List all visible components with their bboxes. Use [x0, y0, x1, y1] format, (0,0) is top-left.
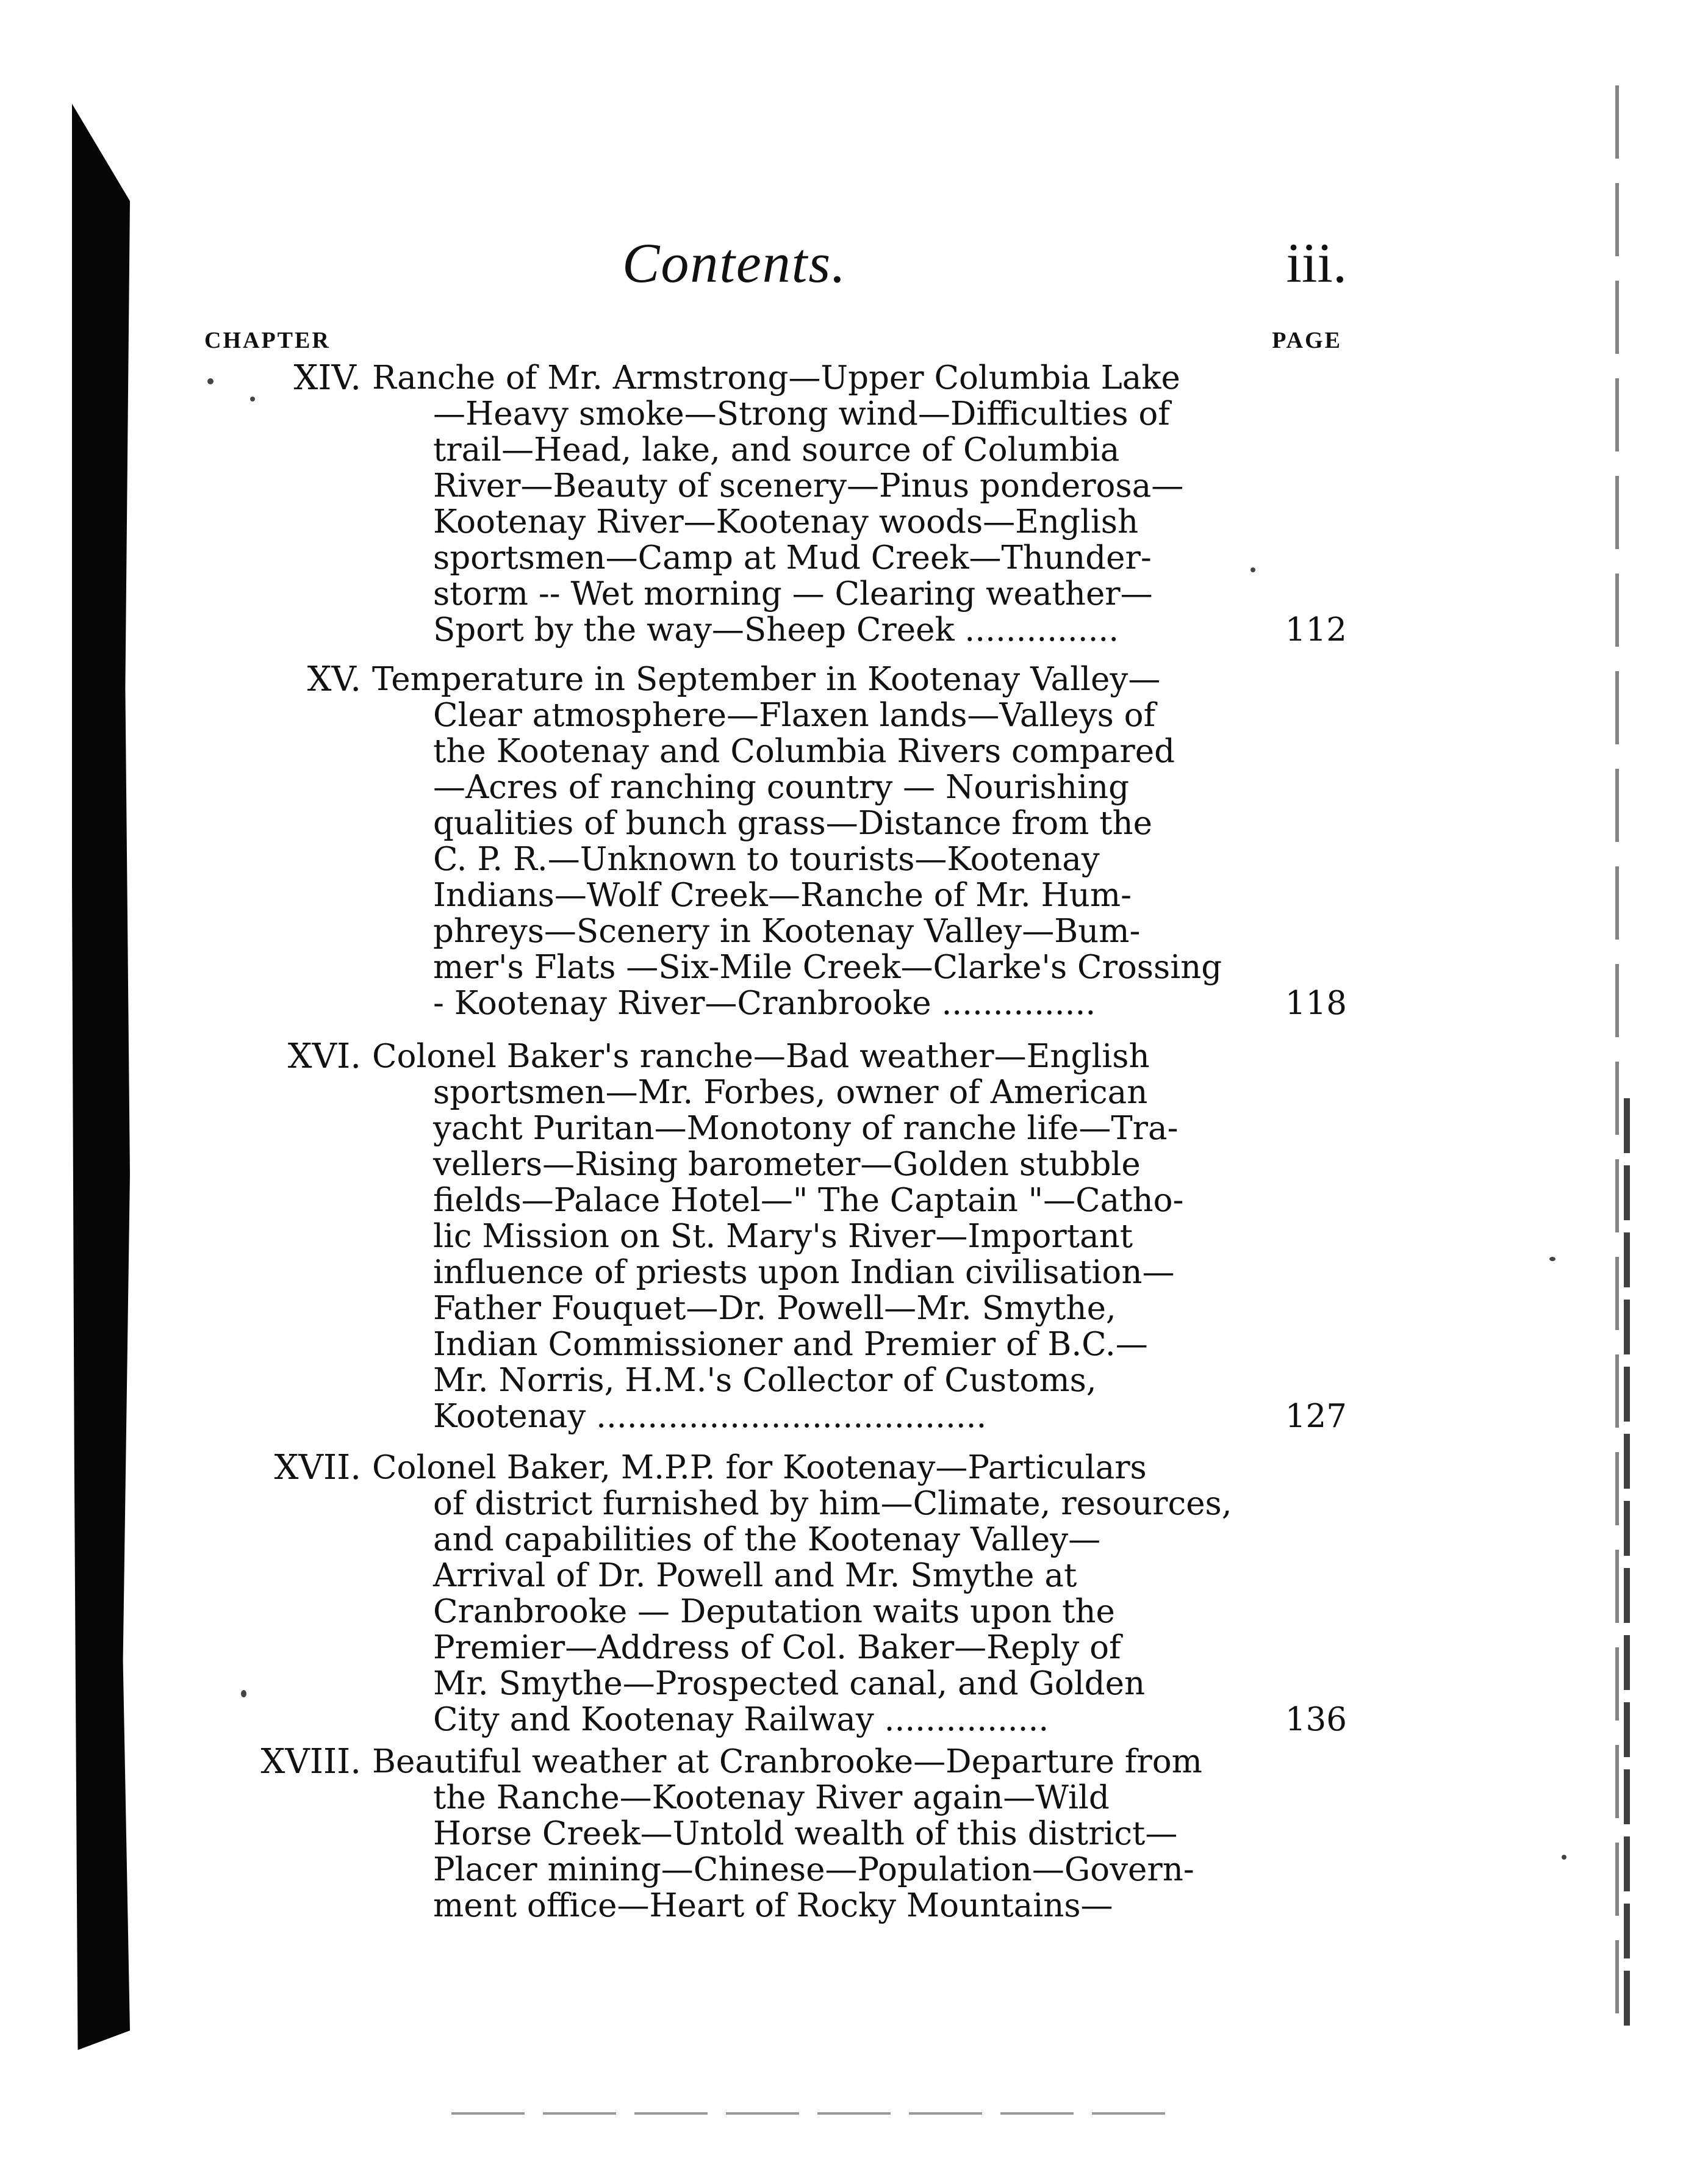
chapter-number: XIV. [293, 358, 361, 398]
chapter-summary-line: Mr. Norris, H.M.'s Collector of Customs, [433, 1362, 1097, 1399]
chapter-summary-line: Father Fouquet—Dr. Powell—Mr. Smythe, [433, 1290, 1116, 1327]
chapter-summary-line: lic Mission on St. Mary's River—Important [433, 1218, 1133, 1255]
chapter-summary-line: Mr. Smythe—Prospected canal, and Golden [433, 1665, 1146, 1702]
scan-speck [207, 378, 214, 384]
chapter-number: XVIII. [260, 1742, 361, 1782]
chapter-summary-line: Kootenay ...................................... [433, 1398, 987, 1435]
chapter-summary-line: yacht Puritan—Monotony of ranche life—Tra- [433, 1110, 1179, 1147]
page-edge-right [1615, 85, 1619, 2038]
book-spine-shadow [72, 104, 130, 2050]
chapter-summary-line: ment office—Heart of Rocky Mountains— [433, 1887, 1113, 1924]
chapter-summary-line: of district furnished by him—Climate, resources, [433, 1485, 1232, 1522]
chapter-column-heading: CHAPTER [204, 328, 331, 353]
chapter-summary-line: Indian Commissioner and Premier of B.C.— [433, 1326, 1148, 1363]
chapter-summary-line: —Heavy smoke—Strong wind—Difficulties of [433, 395, 1170, 433]
chapter-summary-line: sportsmen—Mr. Forbes, owner of American [433, 1074, 1148, 1111]
chapter-page-number: 136 [1285, 1701, 1347, 1738]
chapter-summary-line: Arrival of Dr. Powell and Mr. Smythe at [433, 1557, 1077, 1594]
chapter-summary-line: Beautiful weather at Cranbrooke—Departure from [372, 1743, 1202, 1780]
chapter-summary-line: trail—Head, lake, and source of Columbia [433, 431, 1120, 469]
chapter-summary-line: Indians—Wolf Creek—Ranche of Mr. Hum- [433, 877, 1132, 914]
chapter-summary-line: storm -- Wet morning — Clearing weather— [433, 575, 1153, 613]
chapter-page-number: 127 [1285, 1398, 1347, 1435]
scan-speck [1250, 567, 1255, 572]
running-header [0, 231, 1708, 298]
chapter-number: XVI. [287, 1037, 361, 1076]
chapter-summary-line: Clear atmosphere—Flaxen lands—Valleys of [433, 697, 1156, 734]
chapter-summary-line: Temperature in September in Kootenay Valley— [372, 661, 1161, 698]
chapter-summary-line: City and Kootenay Railway ................ [433, 1701, 1049, 1738]
chapter-summary-line: - Kootenay River—Cranbrooke ............... [433, 985, 1096, 1022]
chapter-summary-line: Horse Creek—Untold wealth of this district— [433, 1815, 1178, 1852]
scan-speck [250, 397, 255, 401]
chapter-summary-line: Sport by the way—Sheep Creek ............... [433, 611, 1119, 649]
chapter-summary-line: Colonel Baker, M.P.P. for Kootenay—Particulars [372, 1449, 1147, 1486]
chapter-summary-line: mer's Flats —Six-Mile Creek—Clarke's Crossing [433, 949, 1222, 986]
chapter-summary-line: Kootenay River—Kootenay woods—English [433, 503, 1139, 541]
scan-speck [241, 1690, 246, 1697]
chapter-summary-line: Placer mining—Chinese—Population—Govern- [433, 1851, 1194, 1888]
chapter-page-number: 118 [1285, 985, 1347, 1022]
chapter-summary-line: sportsmen—Camp at Mud Creek—Thunder- [433, 539, 1152, 577]
chapter-summary-line: Cranbrooke — Deputation waits upon the [433, 1593, 1115, 1630]
chapter-summary-line: fields—Palace Hotel—" The Captain "—Catho- [433, 1182, 1184, 1219]
chapter-summary-line: the Kootenay and Columbia Rivers compared [433, 733, 1175, 770]
scan-speck [1549, 1257, 1556, 1261]
chapter-summary-line: qualities of bunch grass—Distance from the [433, 805, 1153, 842]
chapter-summary-line: Premier—Address of Col. Baker—Reply of [433, 1629, 1121, 1666]
chapter-summary-line: the Ranche—Kootenay River again—Wild [433, 1779, 1110, 1816]
bottom-scan-rule [451, 2112, 1183, 2115]
chapter-summary-line: —Acres of ranching country — Nourishing [433, 769, 1130, 806]
chapter-summary-line: vellers—Rising barometer—Golden stubble [433, 1146, 1141, 1183]
chapter-page-number: 112 [1285, 611, 1347, 649]
page-edge-right-dark [1624, 1098, 1630, 2026]
chapter-summary-line: influence of priests upon Indian civilisation— [433, 1254, 1175, 1291]
chapter-summary-line: Ranche of Mr. Armstrong—Upper Columbia Lake [372, 359, 1180, 397]
column-headings [0, 327, 1708, 358]
chapter-summary-line: phreys—Scenery in Kootenay Valley—Bum- [433, 913, 1141, 950]
chapter-number: XV. [307, 660, 361, 699]
chapter-summary-line: C. P. R.—Unknown to tourists—Kootenay [433, 841, 1100, 878]
chapter-summary-line: River—Beauty of scenery—Pinus ponderosa— [433, 467, 1184, 505]
chapter-summary-line: Colonel Baker's ranche—Bad weather—English [372, 1038, 1150, 1075]
page-column-heading: PAGE [1272, 328, 1342, 353]
chapter-summary-line: and capabilities of the Kootenay Valley— [433, 1521, 1101, 1558]
scan-speck [1562, 1855, 1566, 1860]
chapter-number: XVII. [274, 1448, 361, 1487]
page-title: Contents. [622, 232, 847, 294]
page-number: iii. [1286, 232, 1347, 294]
